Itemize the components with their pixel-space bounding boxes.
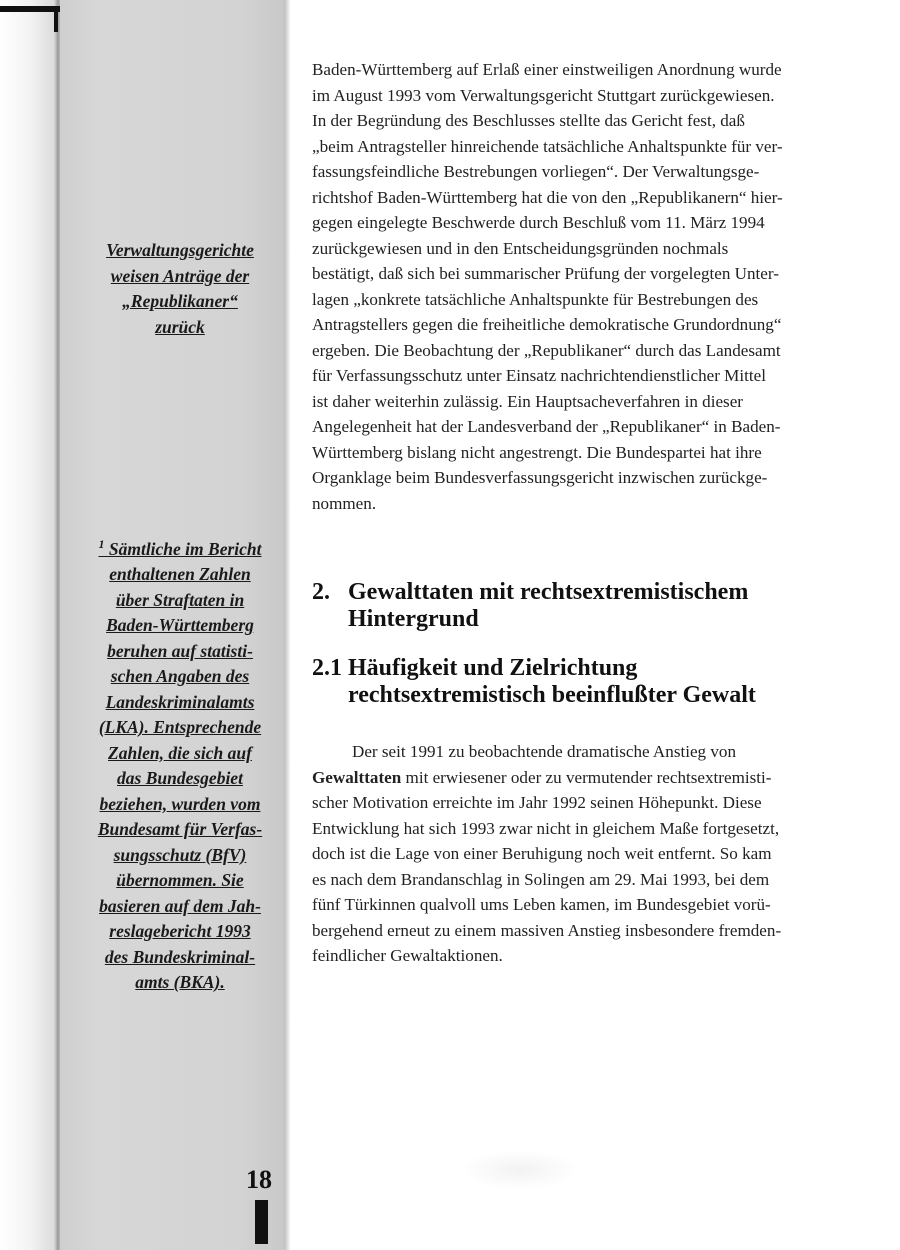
- subsection-number: 2.1: [312, 655, 342, 681]
- section-title: Gewalttaten mit rechtsextremistischem Hintergrund: [348, 579, 749, 632]
- page-number-bar: [255, 1200, 268, 1244]
- paragraph-2-emphasis: Gewalttaten: [312, 767, 402, 787]
- scan-corner-mark-vertical: [54, 6, 58, 32]
- subsection-heading: [312, 655, 832, 709]
- page-number: 18: [246, 1165, 272, 1194]
- section-number: 2.: [312, 579, 330, 605]
- paragraph-2-lead: Der seit 1991 zu beobachtende dramatische Anstieg von: [352, 742, 737, 761]
- scan-corner-mark: [0, 6, 60, 12]
- paragraph-1: Baden-Württemberg auf Erlaß einer einstweiligen Anordnung wurde im August 1993 vom Verwaltungsgericht Stuttgart zurückgewiesen. In der Begründung des Beschlusses stellte das Gericht fest, daß „beim Antragsteller hinreichende tatsächliche Anhaltspunkte für ver- fassungsfeindliche Bestrebungen vorliegen“. Der Verwaltungsge- richtshof Baden-Württemberg hat die von den „Republikanern“ hier- gegen eingelegte Beschwerde durch Beschluß vom 11. März 1994 zurückgewiesen und in den Entscheidungsgründen nochmals bestätigt, daß sich bei summarischer Prüfung der vorgelegten Unter- lagen „konkrete tatsächliche Anhaltspunkte für Bestrebungen des Antragstellers gegen die freiheitliche demokratische Grundordnung“ ergeben. Die Beobachtung der „Republikaner“ durch das Landesamt für Verfassungsschutz unter Einsatz nachrichtendienstlicher Mittel ist daher weiterhin zulässig. Ein Hauptsacheverfahren in dieser Angelegenheit hat der Landesverband der „Republikaner“ in Baden- Württemberg bislang nicht angestrengt. Die Bundespartei hat ihre Organklage beim Bundesverfassungsgericht inzwischen zurückge- nommen.: [312, 60, 783, 513]
- section-heading: [312, 579, 832, 633]
- margin-note-heading: Verwaltungsgerichte weisen Anträge der „Republikaner“ zurück: [106, 240, 254, 337]
- paragraph-2: [312, 739, 836, 969]
- margin-footnote: [82, 532, 278, 996]
- footnote-marker: 1: [98, 537, 105, 551]
- subsection-title: Häufigkeit und Zielrichtung rechtsextremistisch beeinflußter Gewalt: [348, 655, 756, 708]
- sidebar-shadow: [284, 0, 290, 1250]
- scan-left-edge: [0, 0, 62, 1250]
- footnote-text: Sämtliche im Bericht enthaltenen Zahlen über Straftaten in Baden-Württemberg beruhen auf statisti- schen Angaben des Landeskriminalamts (LKA). Entsprechende Zahlen, die sich auf das Bundesgebiet beziehen, wurden vom Bundesamt für Verfas- sungsschutz (BfV) übernommen. Sie basieren auf dem Jah- reslagebericht 1993 des Bundeskriminal- amts (BKA).: [97, 538, 263, 993]
- scan-smudge: [460, 1150, 580, 1190]
- paragraph-2-rest: mit erwiesener oder zu vermutender rechtsextremisti- scher Motivation erreichte im Jahr 1992 seinen Höhepunkt. Diese Entwicklung hat sich 1993 zwar nicht in gleichem Maße fortgesetzt, doch ist die Lage von einer Beruhigung noch weit entfernt. So kam es nach dem Brandanschlag in Solingen am 29. Mai 1993, bei dem fünf Türkinnen qualvoll ums Leben kamen, im Bundesgebiet vorü- bergehend erneut zu einem massiven Anstieg insbesondere fremden- feindlicher Gewaltaktionen.: [312, 767, 782, 965]
